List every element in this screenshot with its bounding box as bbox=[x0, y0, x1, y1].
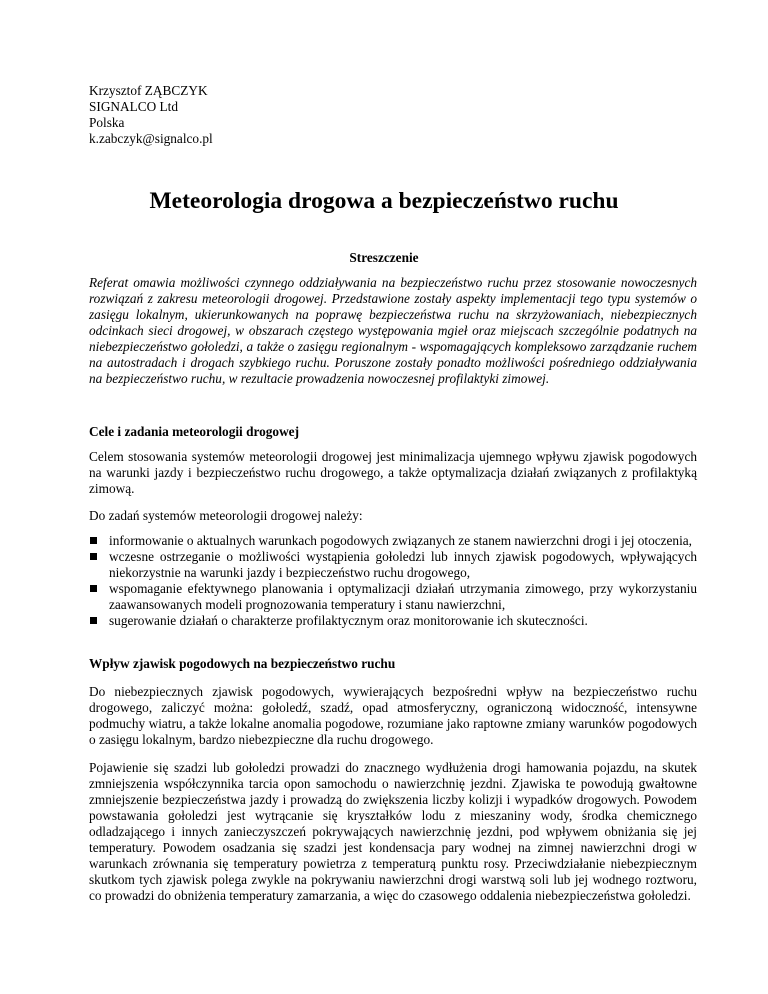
tasks-list bbox=[89, 533, 697, 629]
author-name: Krzysztof ZĄBCZYK bbox=[89, 83, 208, 98]
list-item bbox=[89, 533, 697, 549]
square-bullet-icon bbox=[90, 617, 97, 624]
paper-title: Meteorologia drogowa a bezpieczeństwo ruchu bbox=[149, 188, 619, 214]
square-bullet-icon bbox=[90, 553, 97, 560]
section-heading-goals: Cele i zadania meteorologii drogowej bbox=[89, 424, 300, 439]
author-block bbox=[89, 83, 213, 147]
list-item-text: wczesne ostrzeganie o możliwości wystąpienia gołoledzi lub innych zjawisk pogodowych, wpływających niekorzystnie na warunki jazdy i bezpieczeństwo ruchu drogowego, bbox=[109, 549, 697, 580]
list-item-text: sugerowanie działań o charakterze profilaktycznym oraz monitorowanie ich skuteczności. bbox=[109, 613, 588, 628]
list-item-text: wspomaganie efektywnego planowania i optymalizacji działań utrzymania zimowego, przy wykorzystaniu zaawansowanych modeli prognozowania temperatury i stanu nawierzchni, bbox=[109, 581, 697, 612]
square-bullet-icon bbox=[90, 537, 97, 544]
author-country: Polska bbox=[89, 115, 125, 130]
author-company: SIGNALCO Ltd bbox=[89, 99, 179, 114]
square-bullet-icon bbox=[90, 585, 97, 592]
weather-impact-paragraph-1: Do niebezpiecznych zjawisk pogodowych, wywierających bezpośredni wpływ na bezpieczeństwo ruchu drogowego, zaliczyć można: gołoledź, szadź, opad atmosferyczny, ograniczoną widoczność, intensywne podmuchy wiatru, a także lokalne anomalia pogodowe, rozumiane jako raptowne zmiany warunków pogodowych o zasięgu lokalnym, bardzo niebezpieczne dla ruchu drogowego. bbox=[89, 684, 697, 747]
list-item bbox=[89, 581, 697, 613]
author-email: k.zabczyk@signalco.pl bbox=[89, 131, 213, 146]
list-item bbox=[89, 613, 697, 629]
goals-paragraph: Celem stosowania systemów meteorologii drogowej jest minimalizacja ujemnego wpływu zjawisk pogodowych na warunki jazdy i bezpieczeństwo ruchu drogowego, a także optymalizacja działań związanych z profilaktyką zimową. bbox=[89, 449, 697, 496]
list-item bbox=[89, 549, 697, 581]
list-item-text: informowanie o aktualnych warunkach pogodowych związanych ze stanem nawierzchni drogi i jej otoczenia, bbox=[109, 533, 692, 548]
abstract-text: Referat omawia możliwości czynnego oddziaływania na bezpieczeństwo ruchu przez stosowanie nowoczesnych rozwiązań z zakresu meteorologii drogowej. Przedstawione zostały aspekty implementacji tego typu systemów o zasięgu lokalnym, ukierunkowanych na poprawę bezpieczeństwa ruchu na skrzyżowaniach, niebezpiecznych odcinkach sieci drogowej, w obszarach częstego występowania mgieł oraz miejscach szczególnie podatnych na niebezpieczeństwo gołoledzi, a także o zasięgu regionalnym - wspomagających kompleksowo zarządzanie ruchem na autostradach i drogach szybkiego ruchu. Poruszone zostały ponadto możliwości pośredniego oddziaływania na bezpieczeństwo ruchu, w rezultacie prowadzenia nowoczesnej profilaktyki zimowej. bbox=[89, 275, 697, 386]
tasks-intro: Do zadań systemów meteorologii drogowej należy: bbox=[89, 508, 363, 523]
weather-impact-paragraph-2: Pojawienie się szadzi lub gołoledzi prowadzi do znacznego wydłużenia drogi hamowania pojazdu, na skutek zmniejszenia współczynnika tarcia opon samochodu o nawierzchnię jezdni. Zjawiska te powodują gwałtowne zmniejszenie bezpieczeństwa jazdy i prowadzą do zwiększenia liczby kolizji i wypadków drogowych. Powodem powstawania gołoledzi jest wytrącanie się kryształków lodu z mieszaniny wody, środka chemicznego odladzającego i innych zanieczyszczeń pokrywających nawierzchnię jezdni, pod wpływem obniżania się jej temperatury. Powodem osadzania się szadzi jest kondensacja pary wodnej na zimnej nawierzchni drogi w warunkach zrównania się temperatury powietrza z temperaturą punktu rosy. Przeciwdziałanie niebezpiecznym skutkom tych zjawisk polega zwykle na pokrywaniu nawierzchni drogi warstwą soli lub jej wodnego roztworu, co prowadzi do obniżenia temperatury zamarzania, a więc do czasowego oddalenia niebezpieczeństwa gołoledzi. bbox=[89, 760, 697, 903]
section-heading-weather-impact: Wpływ zjawisk pogodowych na bezpieczeństwo ruchu bbox=[89, 656, 396, 671]
abstract-heading: Streszczenie bbox=[349, 250, 419, 265]
